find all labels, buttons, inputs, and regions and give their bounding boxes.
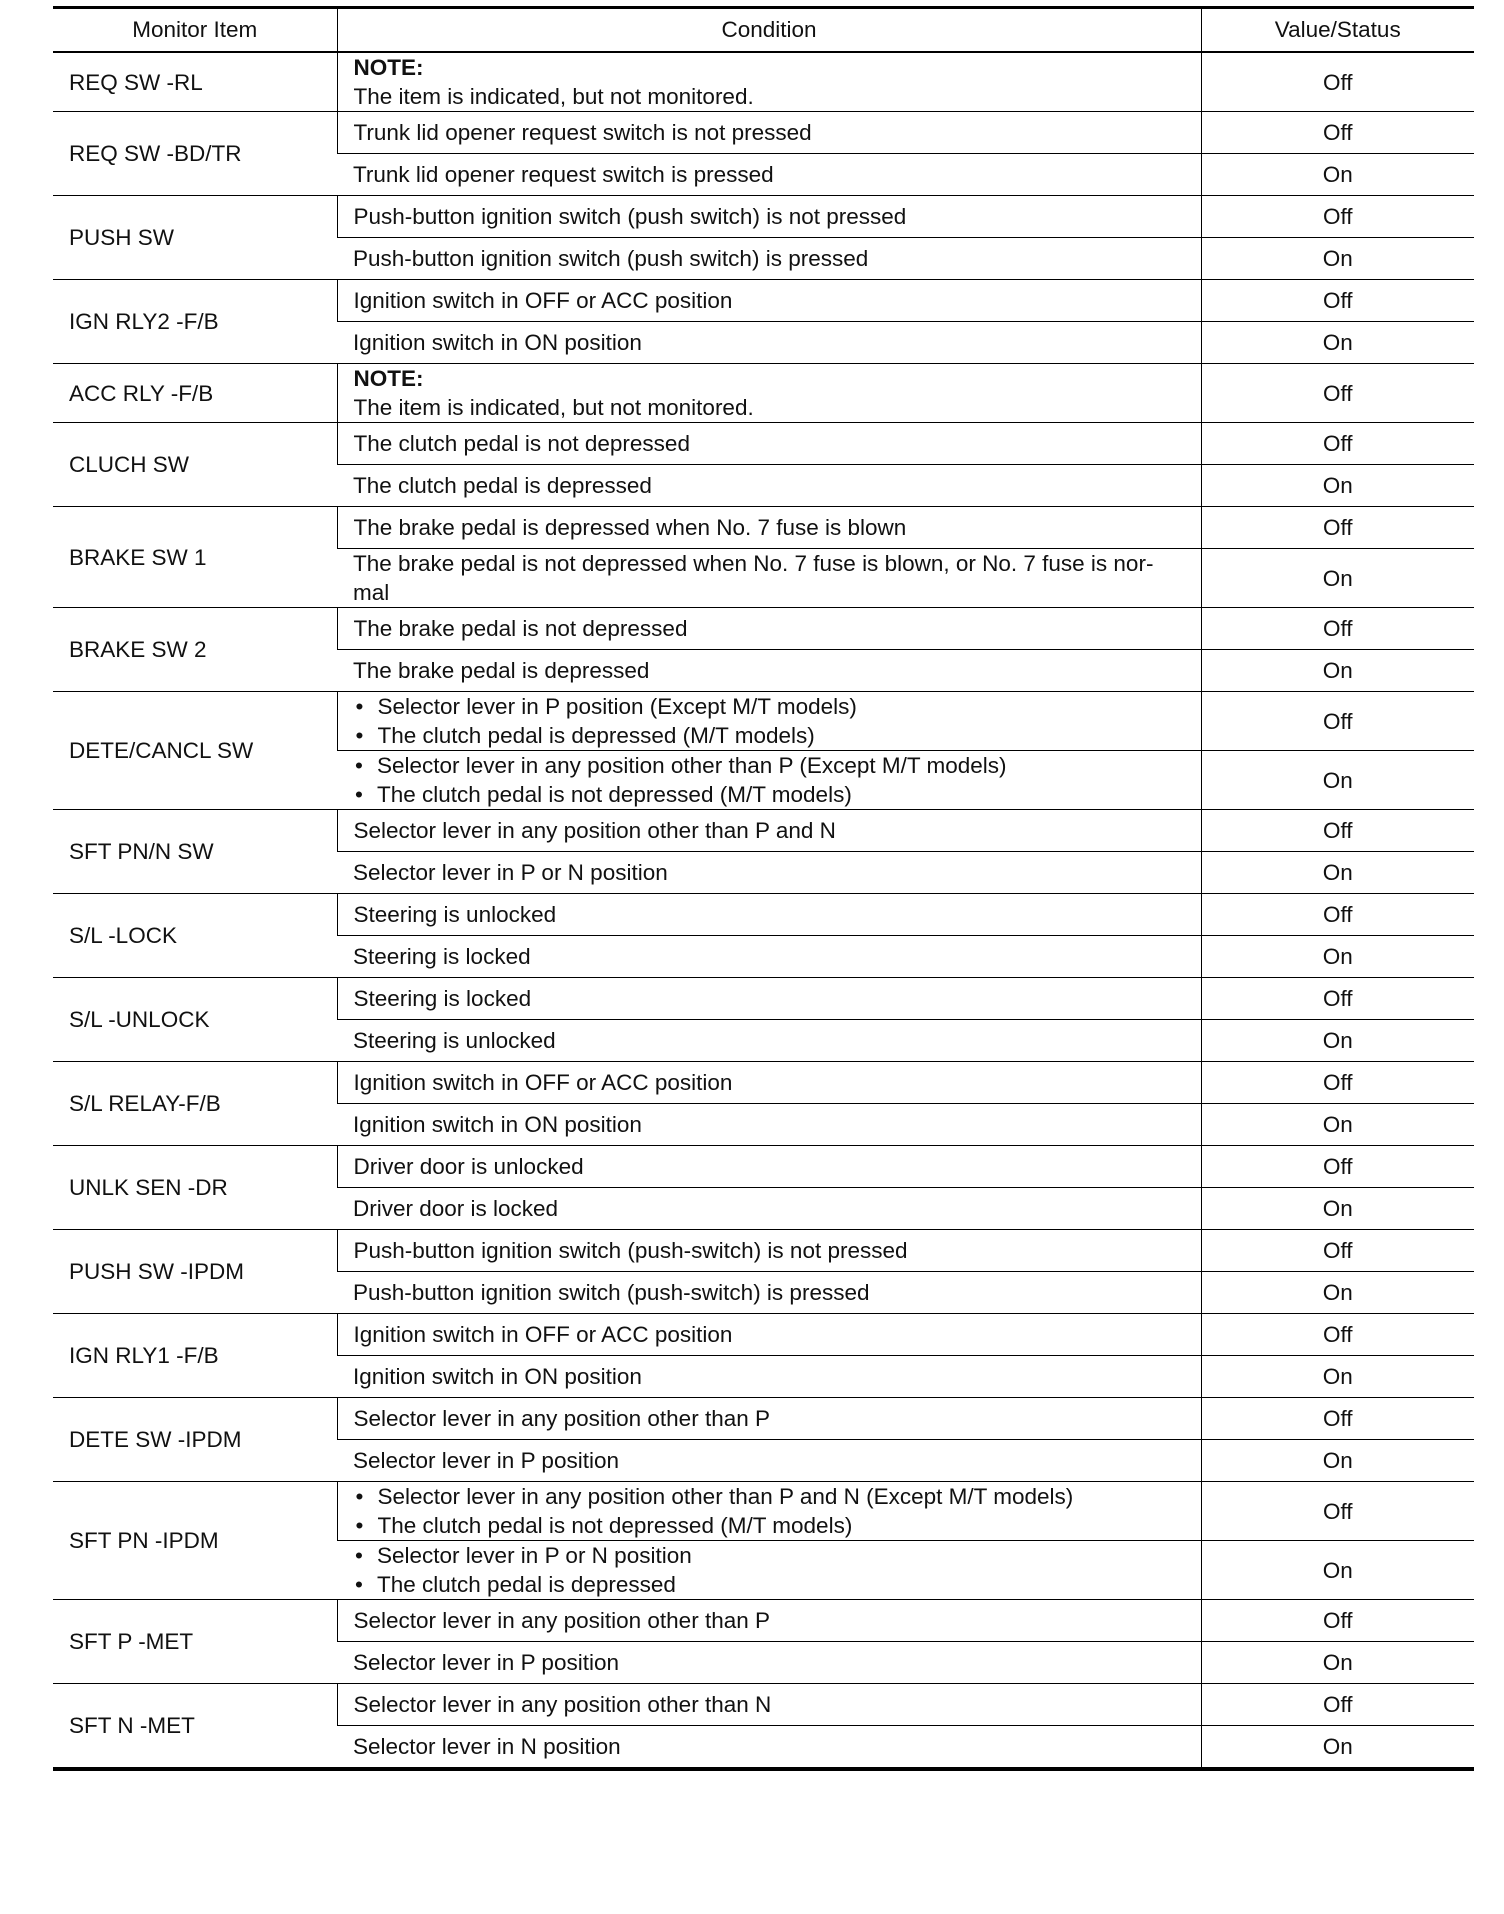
monitor-item-name: PUSH SW: [53, 196, 337, 280]
condition-cell: [337, 810, 1201, 852]
condition-bullet: • Selector lever in P position (Except M/T models): [354, 692, 1185, 721]
value-status-cell: On: [1201, 238, 1474, 280]
condition-text: The brake pedal is depressed when No. 7 fuse is blown: [353, 515, 907, 540]
condition-text: The item is indicated, but not monitored.: [353, 84, 754, 109]
condition-cell: [337, 1272, 1201, 1314]
condition-cell: [337, 1146, 1201, 1188]
value-status-cell: On: [1201, 1440, 1474, 1482]
condition-cell: [337, 608, 1201, 650]
condition-text: Trunk lid opener request switch is pressed: [353, 162, 774, 187]
condition-bullet: • Selector lever in any position other than P and N (Except M/T models): [354, 1482, 1185, 1511]
monitor-item-name: S/L RELAY-F/B: [53, 1062, 337, 1146]
monitor-item-name: PUSH SW -IPDM: [53, 1230, 337, 1314]
table-header-row: [53, 8, 1474, 53]
value-status-cell: Off: [1201, 608, 1474, 650]
value-status-cell: Off: [1201, 364, 1474, 423]
table-row: [53, 1146, 1474, 1188]
condition-cell: [337, 322, 1201, 364]
condition-cell: [337, 1726, 1201, 1770]
condition-text: Ignition switch in ON position: [353, 330, 642, 355]
condition-cell: [337, 238, 1201, 280]
table-row: [53, 1230, 1474, 1272]
monitor-item-name: REQ SW -RL: [53, 52, 337, 112]
condition-cell: [337, 650, 1201, 692]
monitor-item-name: REQ SW -BD/TR: [53, 112, 337, 196]
condition-bullet: • Selector lever in P or N position: [353, 1541, 1185, 1570]
condition-text: Selector lever in any position other than P and N: [353, 818, 836, 843]
value-status-cell: On: [1201, 1541, 1474, 1600]
value-status-cell: On: [1201, 936, 1474, 978]
condition-cell: [337, 1188, 1201, 1230]
condition-text: Push-button ignition switch (push switch) is pressed: [353, 246, 869, 271]
table-row: [53, 112, 1474, 154]
value-status-cell: On: [1201, 549, 1474, 608]
condition-bullet-list: [354, 1482, 1185, 1540]
value-status-cell: Off: [1201, 1600, 1474, 1642]
value-status-cell: Off: [1201, 1230, 1474, 1272]
table-row: [53, 1062, 1474, 1104]
monitor-item-name: SFT PN -IPDM: [53, 1482, 337, 1600]
condition-text: Ignition switch in OFF or ACC position: [353, 288, 733, 313]
value-status-cell: Off: [1201, 692, 1474, 751]
value-status-cell: On: [1201, 465, 1474, 507]
condition-text: Steering is locked: [353, 944, 531, 969]
value-status-cell: On: [1201, 1188, 1474, 1230]
condition-bullet: • The clutch pedal is depressed (M/T models): [354, 721, 1185, 750]
table-row: [53, 692, 1474, 751]
header-monitor-item: Monitor Item: [53, 8, 337, 53]
condition-cell: [337, 1062, 1201, 1104]
condition-text: Selector lever in N position: [353, 1734, 621, 1759]
condition-cell: [337, 465, 1201, 507]
condition-cell: [337, 751, 1201, 810]
table-row: [53, 1600, 1474, 1642]
value-status-cell: Off: [1201, 1684, 1474, 1726]
condition-text: Selector lever in P position: [353, 1448, 619, 1473]
value-status-cell: Off: [1201, 1062, 1474, 1104]
condition-cell: [337, 1104, 1201, 1146]
condition-text: The clutch pedal is depressed: [353, 473, 652, 498]
condition-cell: [337, 196, 1201, 238]
monitor-table: [53, 6, 1474, 1771]
note-label: NOTE:: [353, 366, 424, 391]
condition-cell: [337, 1482, 1201, 1541]
value-status-cell: On: [1201, 1642, 1474, 1684]
condition-text: The clutch pedal is not depressed: [353, 431, 690, 456]
condition-bullet: • The clutch pedal is depressed: [353, 1570, 1185, 1599]
condition-text: Ignition switch in OFF or ACC position: [353, 1070, 733, 1095]
condition-bullet-list: [354, 692, 1185, 750]
value-status-cell: Off: [1201, 810, 1474, 852]
note-label: NOTE:: [353, 55, 424, 80]
table-row: [53, 1398, 1474, 1440]
condition-text: Selector lever in any position other than P: [353, 1406, 770, 1431]
table-row: [53, 894, 1474, 936]
condition-text: The item is indicated, but not monitored.: [353, 395, 754, 420]
condition-cell: [337, 52, 1201, 112]
condition-text: Steering is locked: [353, 986, 532, 1011]
value-status-cell: Off: [1201, 978, 1474, 1020]
table-row: [53, 196, 1474, 238]
condition-text: The brake pedal is not depressed when No. 7 fuse is blown, or No. 7 fuse is nor-mal: [353, 551, 1154, 605]
condition-cell: [337, 1684, 1201, 1726]
condition-cell: [337, 1356, 1201, 1398]
condition-cell: [337, 1440, 1201, 1482]
monitor-item-name: S/L -LOCK: [53, 894, 337, 978]
monitor-item-name: IGN RLY1 -F/B: [53, 1314, 337, 1398]
condition-cell: [337, 280, 1201, 322]
value-status-cell: On: [1201, 1020, 1474, 1062]
header-value-status: Value/Status: [1201, 8, 1474, 53]
condition-cell: [337, 1230, 1201, 1272]
value-status-cell: On: [1201, 852, 1474, 894]
condition-cell: [337, 1020, 1201, 1062]
value-status-cell: Off: [1201, 1314, 1474, 1356]
monitor-item-name: BRAKE SW 1: [53, 507, 337, 608]
condition-text: Push-button ignition switch (push switch) is not pressed: [353, 204, 907, 229]
value-status-cell: Off: [1201, 1398, 1474, 1440]
monitor-item-name: BRAKE SW 2: [53, 608, 337, 692]
monitor-item-name: CLUCH SW: [53, 423, 337, 507]
value-status-cell: On: [1201, 751, 1474, 810]
condition-cell: [337, 978, 1201, 1020]
monitor-item-name: ACC RLY -F/B: [53, 364, 337, 423]
condition-text: Push-button ignition switch (push-switch) is not pressed: [353, 1238, 908, 1263]
table-row: [53, 423, 1474, 465]
condition-cell: [337, 549, 1201, 608]
condition-text: Ignition switch in ON position: [353, 1112, 642, 1137]
condition-text: Steering is unlocked: [353, 1028, 556, 1053]
value-status-cell: Off: [1201, 507, 1474, 549]
condition-text: Driver door is locked: [353, 1196, 559, 1221]
value-status-cell: On: [1201, 1104, 1474, 1146]
condition-cell: [337, 852, 1201, 894]
condition-text: The brake pedal is depressed: [353, 658, 650, 683]
monitor-item-name: DETE SW -IPDM: [53, 1398, 337, 1482]
table-row: [53, 1314, 1474, 1356]
table-row: [53, 608, 1474, 650]
monitor-item-name: SFT PN/N SW: [53, 810, 337, 894]
condition-text: Steering is unlocked: [353, 902, 557, 927]
table-row: [53, 1684, 1474, 1726]
condition-cell: [337, 1642, 1201, 1684]
value-status-cell: On: [1201, 322, 1474, 364]
condition-cell: [337, 692, 1201, 751]
value-status-cell: Off: [1201, 1146, 1474, 1188]
value-status-cell: Off: [1201, 423, 1474, 465]
table-row: [53, 810, 1474, 852]
table-body: [53, 52, 1474, 1769]
condition-cell: [337, 423, 1201, 465]
condition-cell: [337, 154, 1201, 196]
value-status-cell: Off: [1201, 280, 1474, 322]
condition-cell: [337, 112, 1201, 154]
condition-text: Trunk lid opener request switch is not pressed: [353, 120, 812, 145]
monitor-item-name: S/L -UNLOCK: [53, 978, 337, 1062]
condition-text: Selector lever in any position other than N: [353, 1692, 772, 1717]
condition-cell: [337, 936, 1201, 978]
value-status-cell: Off: [1201, 112, 1474, 154]
value-status-cell: On: [1201, 1272, 1474, 1314]
condition-text: The brake pedal is not depressed: [353, 616, 688, 641]
value-status-cell: On: [1201, 154, 1474, 196]
condition-cell: [337, 507, 1201, 549]
monitor-item-name: UNLK SEN -DR: [53, 1146, 337, 1230]
condition-cell: [337, 1600, 1201, 1642]
monitor-item-name: SFT P -MET: [53, 1600, 337, 1684]
condition-bullet: • Selector lever in any position other than P (Except M/T models): [353, 751, 1185, 780]
condition-cell: [337, 364, 1201, 423]
table-row: [53, 1482, 1474, 1541]
condition-bullet: • The clutch pedal is not depressed (M/T models): [353, 780, 1185, 809]
condition-bullet-list: [353, 751, 1185, 809]
value-status-cell: Off: [1201, 894, 1474, 936]
value-status-cell: Off: [1201, 196, 1474, 238]
condition-cell: [337, 894, 1201, 936]
value-status-cell: On: [1201, 1726, 1474, 1770]
table-row: [53, 978, 1474, 1020]
header-condition: Condition: [337, 8, 1201, 53]
monitor-item-name: IGN RLY2 -F/B: [53, 280, 337, 364]
table-row: [53, 364, 1474, 423]
condition-bullet: • The clutch pedal is not depressed (M/T models): [354, 1511, 1185, 1540]
table-row: [53, 52, 1474, 112]
value-status-cell: On: [1201, 650, 1474, 692]
monitor-item-name: SFT N -MET: [53, 1684, 337, 1770]
monitor-item-name: DETE/CANCL SW: [53, 692, 337, 810]
condition-text: Ignition switch in OFF or ACC position: [353, 1322, 733, 1347]
condition-text: Selector lever in P or N position: [353, 860, 668, 885]
table-row: [53, 280, 1474, 322]
condition-text: Ignition switch in ON position: [353, 1364, 642, 1389]
condition-text: Selector lever in P position: [353, 1650, 619, 1675]
condition-text: Push-button ignition switch (push-switch) is pressed: [353, 1280, 870, 1305]
condition-bullet-list: [353, 1541, 1185, 1599]
condition-cell: [337, 1541, 1201, 1600]
value-status-cell: On: [1201, 1356, 1474, 1398]
condition-cell: [337, 1398, 1201, 1440]
condition-text: Driver door is unlocked: [353, 1154, 584, 1179]
table-row: [53, 507, 1474, 549]
condition-text: Selector lever in any position other than P: [353, 1608, 770, 1633]
condition-cell: [337, 1314, 1201, 1356]
value-status-cell: Off: [1201, 1482, 1474, 1541]
value-status-cell: Off: [1201, 52, 1474, 112]
